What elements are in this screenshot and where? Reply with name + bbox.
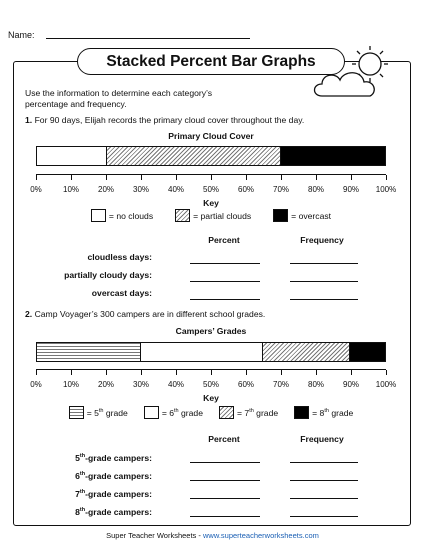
- frequency-answer-line[interactable]: [290, 498, 358, 499]
- graph-2-bar: [36, 342, 386, 362]
- axis-tick: [141, 370, 142, 375]
- question-rest: -grade campers:: [85, 470, 152, 481]
- axis-tick-label: 10%: [62, 185, 80, 194]
- axis-tick: [71, 370, 72, 375]
- axis-tick: [176, 370, 177, 375]
- axis-tick: [316, 175, 317, 180]
- key-label-text: = 5: [86, 407, 99, 418]
- key-1: [36, 209, 386, 222]
- axis-tick-label: 70%: [272, 185, 290, 194]
- key-item: [294, 406, 353, 419]
- question-rest: -grade campers:: [85, 488, 152, 499]
- key-label-text: = 8: [312, 407, 325, 418]
- axis-tick-label: 20%: [97, 380, 115, 389]
- axis-tick: [386, 370, 387, 375]
- key-swatch: [294, 406, 309, 419]
- col-frequency-2: Frequency: [300, 434, 344, 444]
- axis-tick-label: 60%: [237, 185, 255, 194]
- bar-segment: [37, 343, 141, 361]
- axis-tick: [246, 370, 247, 375]
- axis-tick: [211, 370, 212, 375]
- sun-cloud-icon: [310, 40, 402, 108]
- key-label-suffix: grade: [103, 407, 128, 418]
- problem-2-statement: Camp Voyager’s 300 campers are in different school grades.: [34, 309, 266, 319]
- axis-tick-label: 10%: [62, 380, 80, 389]
- axis-tick-label: 100%: [375, 185, 397, 194]
- frequency-answer-line[interactable]: [290, 281, 358, 282]
- key-label-text: = 6: [161, 407, 175, 418]
- key-swatch: [144, 406, 159, 419]
- key-label-text: = 7: [237, 407, 250, 418]
- question-label: [75, 469, 152, 482]
- key-label-sup: th: [324, 407, 329, 414]
- percent-answer-line[interactable]: [190, 480, 260, 481]
- intro-line-2: percentage and frequency.: [25, 99, 127, 109]
- footer-url[interactable]: www.superteacherworksheets.com: [202, 531, 319, 540]
- axis-tick: [281, 370, 282, 375]
- question-label: overcast days:: [91, 288, 152, 298]
- axis-tick-label: 80%: [307, 185, 325, 194]
- bar-segment: [350, 343, 385, 361]
- key-label-suffix: grade: [253, 407, 279, 418]
- percent-answer-line[interactable]: [190, 462, 260, 463]
- bar-segment: [107, 147, 281, 165]
- key-item: [144, 406, 203, 419]
- axis-tick-label: 30%: [132, 185, 150, 194]
- question-label: partially cloudy days:: [64, 270, 152, 280]
- key-item: [273, 209, 331, 222]
- axis-tick: [351, 370, 352, 375]
- axis-tick-label: 40%: [167, 380, 185, 389]
- name-line: [46, 38, 250, 39]
- frequency-answer-line[interactable]: [290, 299, 358, 300]
- problem-1-text: [25, 115, 304, 126]
- bar-segment: [263, 343, 350, 361]
- axis-tick-label: 0%: [30, 380, 42, 389]
- axis-tick: [141, 175, 142, 180]
- percent-answer-line[interactable]: [190, 263, 260, 264]
- col-percent-2: Percent: [208, 434, 240, 444]
- key-swatch: [273, 209, 288, 222]
- question-label: [75, 505, 152, 518]
- question-sup: th: [79, 489, 86, 495]
- question-sup: th: [79, 471, 86, 477]
- key-item: [91, 209, 153, 222]
- axis-tick-label: 90%: [342, 380, 360, 389]
- question-rest: -grade campers:: [85, 452, 152, 463]
- footer-brand: Super Teacher Worksheets: [106, 531, 197, 540]
- key-label: [87, 408, 128, 418]
- percent-answer-line[interactable]: [190, 281, 260, 282]
- page-title: Stacked Percent Bar Graphs: [77, 48, 345, 75]
- axis-tick-label: 90%: [342, 185, 360, 194]
- key-item: [69, 406, 128, 419]
- col-frequency-1: Frequency: [300, 235, 344, 245]
- graph-1-title: Primary Cloud Cover: [168, 131, 254, 141]
- bar-segment: [37, 147, 107, 165]
- key-label-sup: th: [98, 407, 104, 414]
- question-sup: th: [79, 507, 86, 513]
- key-label: [162, 408, 203, 418]
- graph-1-axis: [30, 174, 397, 194]
- bar-segment: [141, 343, 263, 361]
- axis-tick-label: 50%: [202, 380, 220, 389]
- footer-sep: -: [196, 531, 203, 540]
- name-label: Name:: [8, 30, 35, 40]
- axis-tick-label: 80%: [307, 380, 325, 389]
- footer: [0, 531, 425, 540]
- axis-tick: [106, 175, 107, 180]
- problem-2-text: [25, 309, 265, 320]
- question-label: [75, 451, 152, 464]
- percent-answer-line[interactable]: [190, 299, 260, 300]
- frequency-answer-line[interactable]: [290, 480, 358, 481]
- key-item: [175, 209, 251, 222]
- axis-tick-label: 20%: [97, 185, 115, 194]
- axis-tick: [36, 175, 37, 180]
- frequency-answer-line[interactable]: [290, 516, 358, 517]
- question-rest: -grade campers:: [85, 506, 152, 517]
- graph-2-title: Campers’ Grades: [175, 326, 247, 336]
- key-label: [312, 408, 353, 418]
- frequency-answer-line[interactable]: [290, 462, 358, 463]
- percent-answer-line[interactable]: [190, 516, 260, 517]
- question-sup: th: [79, 453, 86, 459]
- key-swatch: [91, 209, 106, 222]
- key-label: [237, 408, 278, 418]
- graph-2-axis: [30, 369, 397, 389]
- axis-tick-label: 50%: [202, 185, 220, 194]
- key-label: [291, 211, 331, 221]
- key-label-text: = overcast: [291, 210, 332, 221]
- problem-1-statement: For 90 days, Elijah records the primary cloud cover throughout the day.: [34, 115, 305, 125]
- key-label-suffix: grade: [178, 407, 203, 418]
- key-label-suffix: grade: [328, 407, 354, 418]
- question-num: 7: [75, 488, 80, 499]
- axis-tick: [316, 370, 317, 375]
- axis-tick-label: 60%: [237, 380, 255, 389]
- axis-tick: [211, 175, 212, 180]
- key-2-title: Key: [203, 393, 219, 403]
- key-label-text: = partial clouds: [193, 210, 252, 221]
- problem-2-number: 2.: [25, 309, 33, 319]
- key-swatch: [219, 406, 234, 419]
- key-label-sup: th: [174, 407, 179, 414]
- key-item: [219, 406, 278, 419]
- axis-tick: [106, 370, 107, 375]
- axis-tick: [386, 175, 387, 180]
- question-num: 5: [75, 452, 80, 463]
- intro-line-1: Use the information to determine each category’s: [25, 88, 213, 98]
- percent-answer-line[interactable]: [190, 498, 260, 499]
- key-label-text: = no clouds: [108, 210, 154, 221]
- question-label: cloudless days:: [87, 252, 152, 262]
- bar-segment: [281, 147, 385, 165]
- axis-tick-label: 30%: [132, 380, 150, 389]
- key-label: [193, 211, 251, 221]
- key-2: [36, 406, 386, 419]
- frequency-answer-line[interactable]: [290, 263, 358, 264]
- axis-tick: [36, 370, 37, 375]
- axis-tick: [71, 175, 72, 180]
- axis-tick-label: 0%: [30, 185, 42, 194]
- key-1-title: Key: [203, 198, 219, 208]
- col-percent-1: Percent: [208, 235, 240, 245]
- question-label: [75, 487, 152, 500]
- key-label: [109, 211, 153, 221]
- axis-tick-label: 100%: [375, 380, 397, 389]
- key-label-sup: th: [249, 407, 254, 414]
- problem-1-number: 1.: [25, 115, 33, 125]
- question-num: 8: [75, 506, 80, 517]
- axis-tick: [176, 175, 177, 180]
- axis-tick-label: 70%: [272, 380, 290, 389]
- key-swatch: [175, 209, 190, 222]
- axis-tick: [281, 175, 282, 180]
- key-swatch: [69, 406, 84, 419]
- axis-tick: [246, 175, 247, 180]
- axis-tick-label: 40%: [167, 185, 185, 194]
- axis-tick: [351, 175, 352, 180]
- question-num: 6: [75, 470, 80, 481]
- graph-1-bar: [36, 146, 386, 166]
